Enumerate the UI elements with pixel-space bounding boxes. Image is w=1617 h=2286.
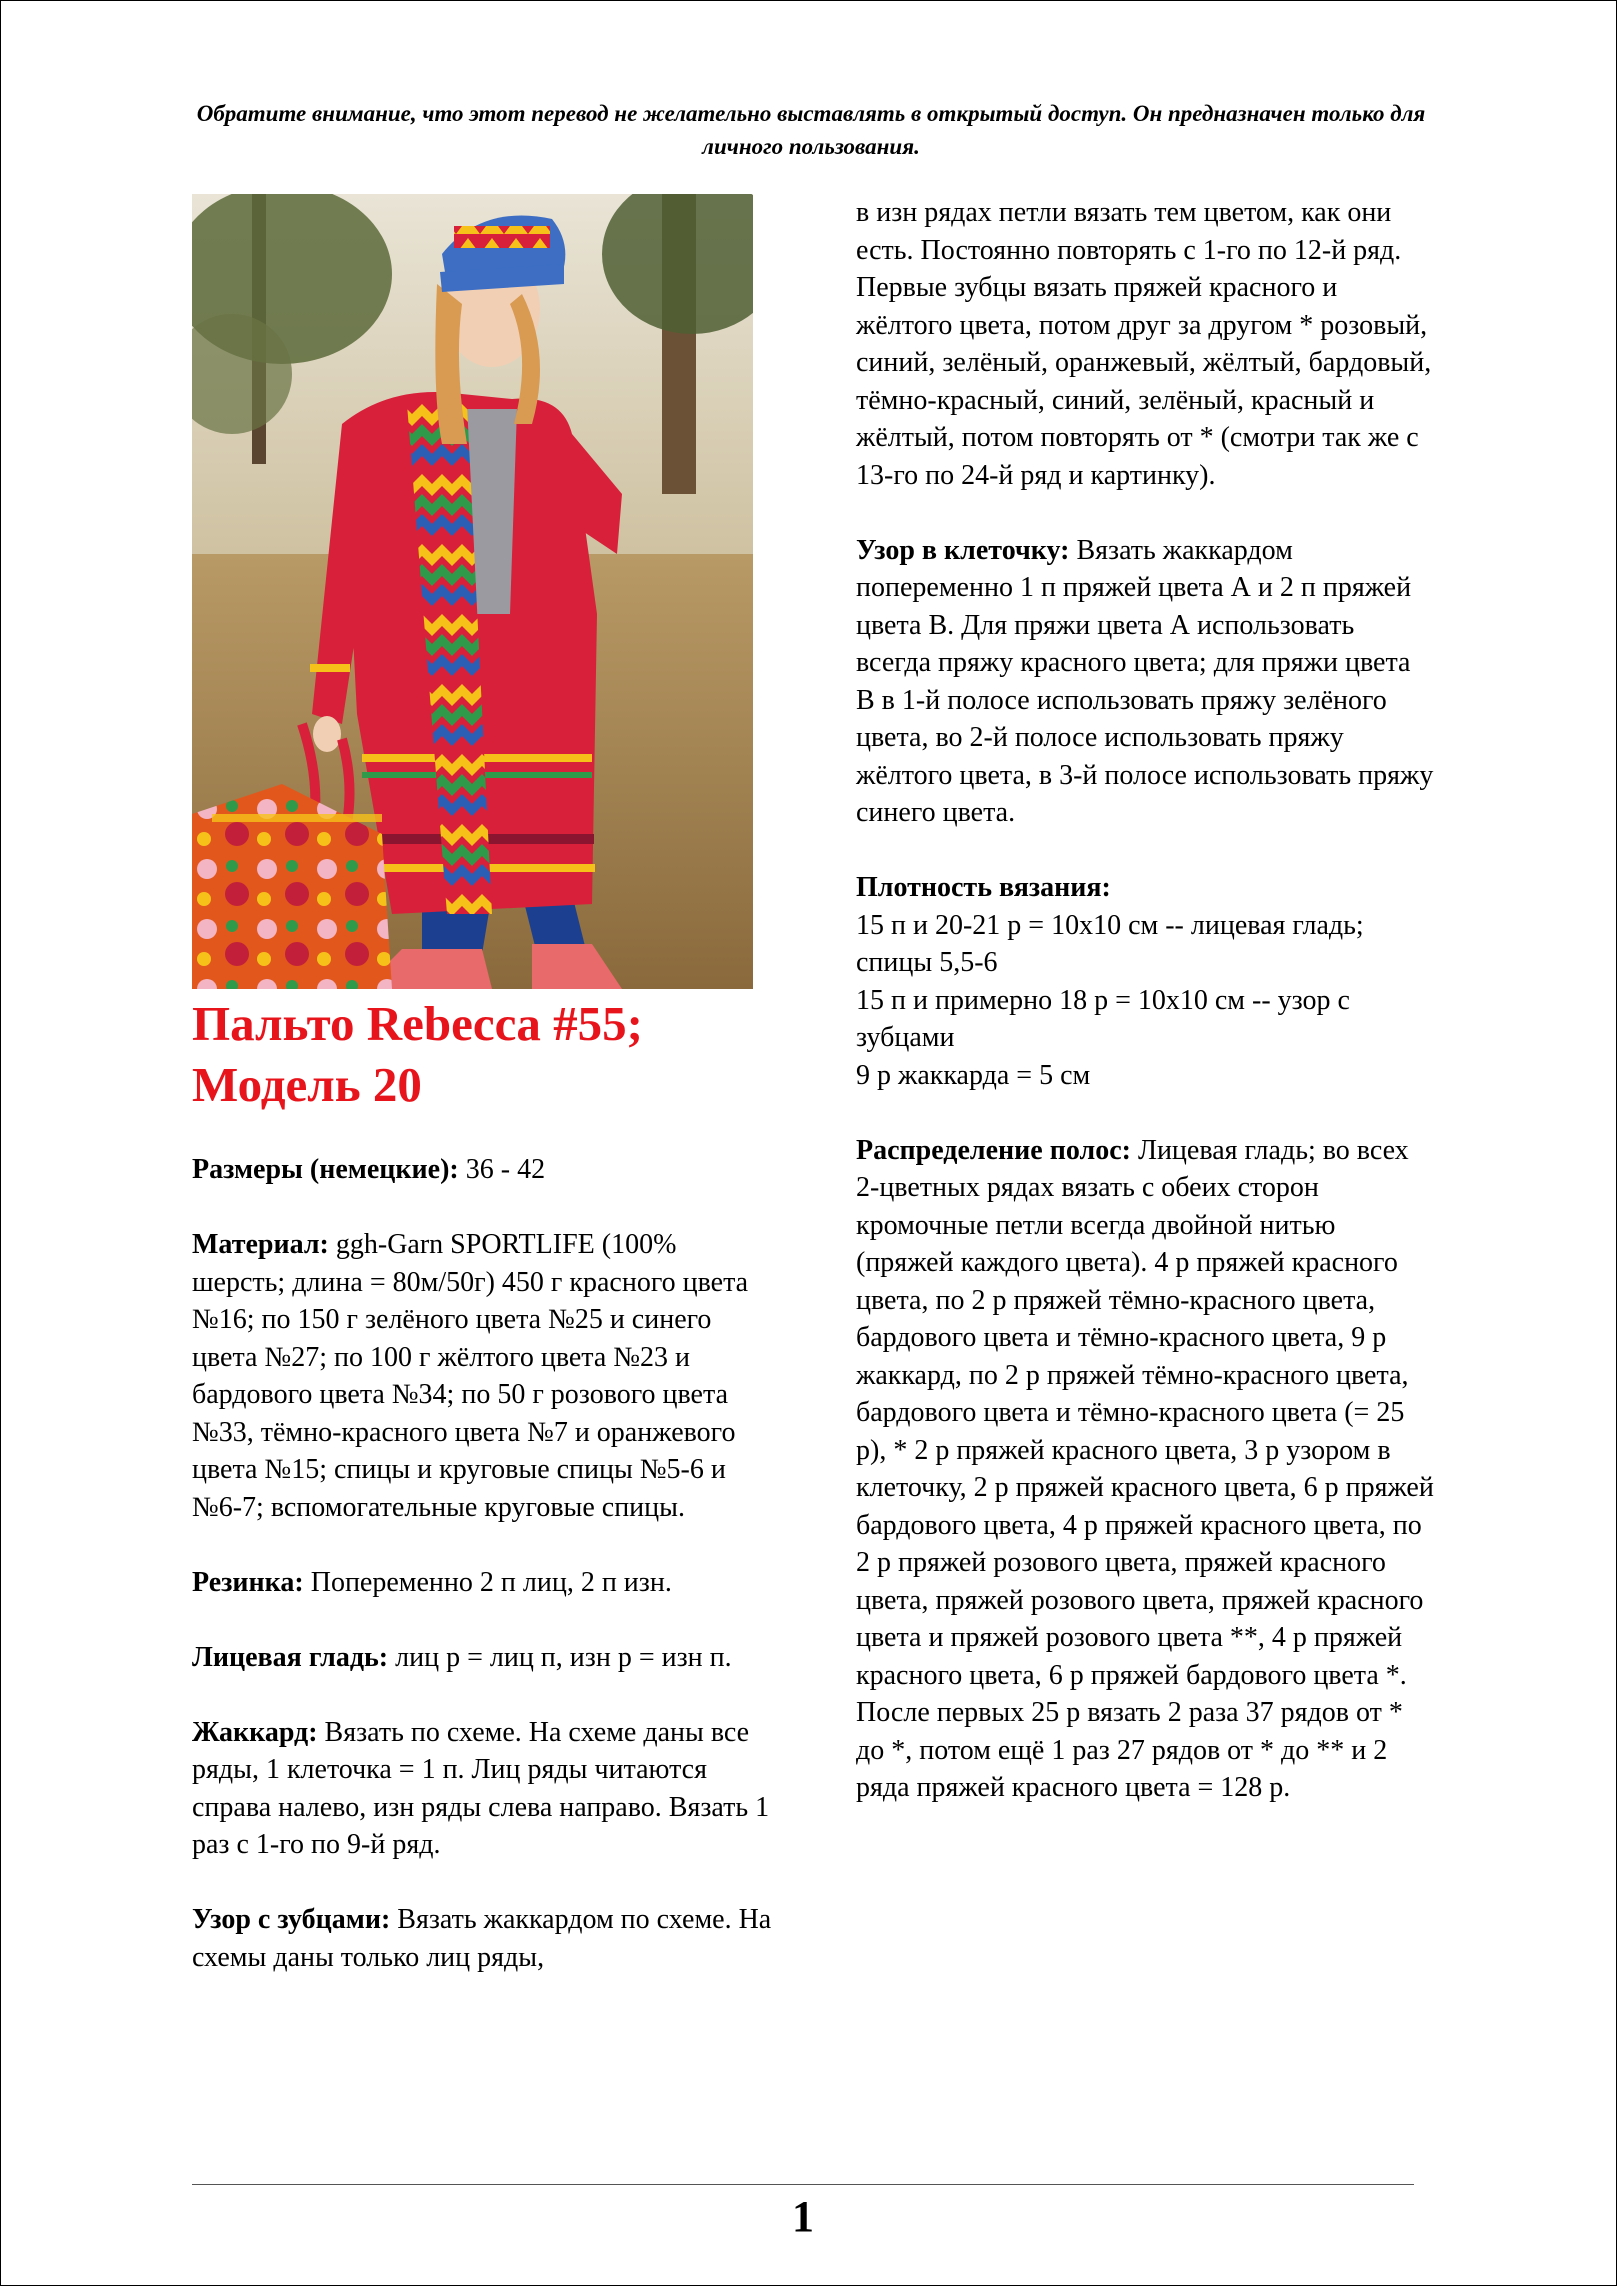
left-text-column — [192, 1151, 772, 1976]
stockinette-text: лиц р = лиц п, изн р = изн п. — [388, 1641, 732, 1673]
page-number: 1 — [792, 2192, 814, 2241]
page-title — [192, 993, 792, 1115]
zigzag-continuation-text: в изн рядах петли вязать тем цветом, как они есть. Постоянно повторять с 1-го по 12-й ряд. Первые зубцы вязать пряжей красного и жёлтого цвета, потом друг за другом * розовый, синий, зелёный, оранжевый, жёлтый, бардовый, тёмно-красный, синий, зелёный, красный и жёлтый, потом повторять от * (смотри так же с 13-го по 24-й ряд и картинку). — [856, 197, 1432, 491]
ribbing-label: Резинка: — [192, 1566, 304, 1598]
footer-divider — [192, 2184, 1414, 2185]
title-line-1: Пальто Rebecca #55; — [192, 996, 643, 1051]
stripe-sequence-label: Распределение полос: — [856, 1134, 1131, 1166]
stockinette-paragraph — [192, 1639, 772, 1677]
check-pattern-paragraph — [856, 532, 1436, 832]
sizes-text: 36 - 42 — [458, 1154, 546, 1185]
jacquard-text: Вязать по схеме. На схеме даны все ряды, 1 клеточка = 1 п. Лиц ряды читаются справа налево, изн ряды слева направо. Вязать 1 раз с 1-го по 9-й ряд. — [192, 1716, 770, 1860]
material-text: ggh-Garn SPORTLIFE (100% шерсть; длина = 80м/50г) 450 г красного цвета №16; по 150 г зелёного цвета №25 и синего цвета №27; по 100 г жёлтого цвета №23 и бардового цвета №34; по 50 г розового цвета №33, тёмно-красного цвета №7 и оранжевого цвета №15; спицы и круговые спицы №5-6 и №6-7; вспомогательные круговые спицы. — [192, 1229, 749, 1523]
gauge-line-2: 15 п и примерно 18 р = 10х10 см -- узор с зубцами — [856, 984, 1350, 1053]
material-label: Материал: — [192, 1229, 329, 1260]
check-pattern-text: Вязать жаккардом попеременно 1 п пряжей цвета А и 2 п пряжей цвета В. Для пряжи цвета А использовать всегда пряжу красного цвета; для пряжи цвета В в 1-й полосе использовать пряжу зелёного цвета, во 2-й полосе использовать пряжу жёлтого цвета, в 3-й полосе использовать пряжу синего цвета. — [856, 534, 1434, 828]
jacquard-label: Жаккард: — [192, 1716, 318, 1748]
zigzag-pattern-paragraph — [192, 1901, 772, 1976]
check-pattern-label: Узор в клеточку: — [856, 534, 1070, 566]
right-text-column — [856, 194, 1436, 1807]
gauge-paragraph — [856, 869, 1436, 1094]
stripe-sequence-paragraph — [856, 1132, 1436, 1807]
gauge-label: Плотность вязания: — [856, 872, 1111, 903]
gauge-line-3: 9 р жаккарда = 5 см — [856, 1059, 1091, 1091]
zigzag-continuation-paragraph — [856, 194, 1436, 494]
stripe-sequence-text: Лицевая гладь; во всех 2-цветных рядах вязать с обеих сторон кромочные петли всегда двойной нитью (пряжей каждого цвета). 4 р пряжей красного цвета, по 2 р пряжей тёмно-красного цвета, бардового цвета и тёмно-красного цвета, 9 р жаккард, по 2 р пряжей тёмно-красного цвета, бардового цвета и тёмно-красного цвета (= 25 р), * 2 р пряжей красного цвета, 3 р узором в клеточку, 2 р пряжей красного цвета, 6 р пряжей бардового цвета, 4 р пряжей красного цвета, по 2 р пряжей розового цвета, пряжей красного цвета, пряжей розового цвета, пряжей красного цвета и пряжей розового цвета **, 4 р пряжей красного цвета, 6 р пряжей бардового цвета *. После первых 25 р вязать 2 раза 37 рядов от * до *, потом ещё 1 раз 27 рядов от * до ** и 2 ряда пряжей красного цвета = 128 р. — [856, 1134, 1434, 1803]
zigzag-pattern-label: Узор с зубцами: — [192, 1904, 391, 1935]
sizes-paragraph — [192, 1151, 772, 1189]
privacy-notice: Обратите внимание, что этот перевод не желательно выставлять в открытый доступ. Он предназначен только для личного пользования. — [196, 101, 1426, 159]
sizes-label: Размеры (немецкие): — [192, 1154, 459, 1185]
gauge-line-1: 15 п и 20-21 р = 10х10 см -- лицевая гладь; спицы 5,5-6 — [856, 909, 1364, 978]
ribbing-text: Попеременно 2 п лиц, 2 п изн. — [303, 1566, 672, 1598]
title-line-2: Модель 20 — [192, 1057, 422, 1112]
zigzag-pattern-text: Вязать жаккардом по схеме. На схемы даны только лиц ряды, — [192, 1904, 772, 1973]
material-paragraph — [192, 1226, 772, 1526]
coat-model-photo — [192, 194, 753, 989]
stockinette-label: Лицевая гладь: — [192, 1641, 389, 1673]
jacquard-paragraph — [192, 1714, 772, 1864]
ribbing-paragraph — [192, 1564, 772, 1602]
